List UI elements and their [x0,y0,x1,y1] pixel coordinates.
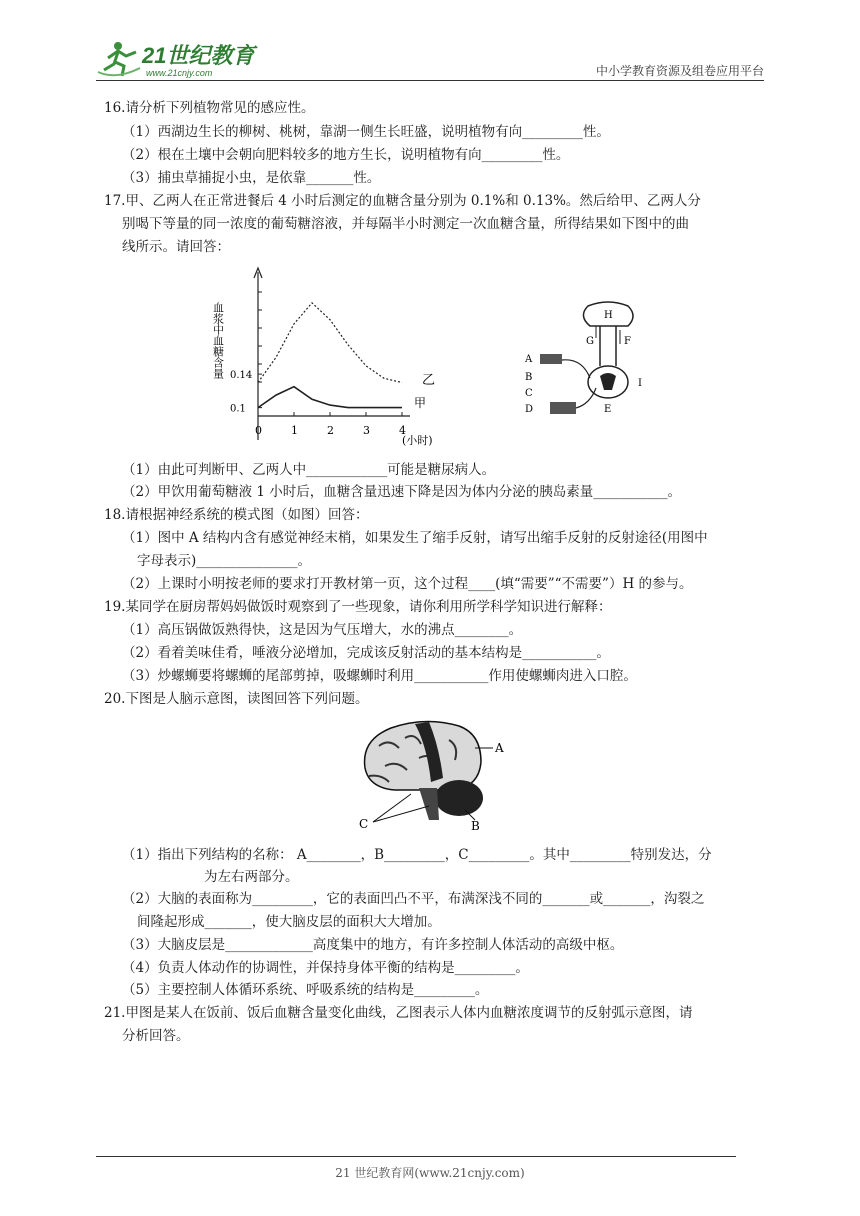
q20-part4: （4）负责人体动作的协调性，并保持身体平衡的结构是_________。 [122,960,529,976]
x-tick-label: 1 [291,424,298,437]
q20-part2b: 间隆起形成_______，使大脑皮层的面积大大增加。 [137,914,441,930]
effector-d [550,402,576,414]
label-e: E [604,404,612,415]
series-line-jia [258,387,402,408]
nerve-system-diagram [520,296,670,424]
q16-part1: （1）西湖边生长的柳树、桃树，靠湖一侧生长旺盛，说明植物有向_________性。 [122,124,610,140]
header-platform-text: 中小学教育资源及组卷应用平台 [595,64,764,78]
q19-part2: （2）看着美味佳肴，唾液分泌增加，完成该反射活动的基本结构是___________。 [122,645,610,661]
series-line-yi [258,303,402,383]
y-tick-label: 0.14 [230,370,253,382]
x-tick-label: 3 [363,424,370,437]
q20-part5: （5）主要控制人体循环系统、呼吸系统的结构是_________。 [122,982,489,998]
label-c: C [525,388,533,399]
q19-part1: （1）高压锅做饭熟得快，这是因为气压增大，水的沸点________。 [122,622,523,638]
series-label-yi: 乙 [422,373,436,388]
q19-stem: 19.某同学在厨房帮妈妈做饭时观察到了一些现象，请你利用所学科学知识进行解释： [104,599,612,615]
q17-line1: 17.甲、乙两人在正常进餐后 4 小时后测定的血糖含量分别为 0.1%和 0.13%。然后给甲、乙两人分 [104,193,701,209]
q16-part2: （2）根在土壤中会朝向肥料较多的地方生长，说明植物有向_________性。 [122,147,570,163]
label-a: A [525,354,533,365]
q18-part1b: 字母表示)_______________。 [137,553,312,569]
q17-part1: （1）由此可判断甲、乙两人中____________可能是糖尿病人。 [122,462,496,478]
y-axis-label [212,302,225,379]
site-logo [96,38,266,80]
q20-stem: 20.下图是人脑示意图，读图回答下列问题。 [104,691,369,707]
q16-stem: 16.请分析下列植物常见的感应性。 [104,100,315,116]
x-axis-label: (小时) [402,434,433,447]
label-g: G [586,336,594,347]
q20-part1b: 为左右两部分。 [204,869,299,885]
svg-text:21世纪教育: 21世纪教育 [142,43,255,68]
runner-icon [98,42,140,76]
label-i: I [638,378,642,389]
q17-line2: 别喝下等量的同一浓度的葡萄糖溶液，并每隔半小时测定一次血糖含量，所得结果如下图中的曲 [122,216,689,232]
q20-part1a: （1）指出下列结构的名称： A________，B_________，C_________。其中_________特别发达，分 [122,847,712,863]
q16-part3: （3）捕虫草捕捉小虫，是依靠_______性。 [122,170,381,186]
svg-text:www.21cnjy.com: www.21cnjy.com [146,68,213,78]
brain-label-c: C [359,817,369,831]
cerebrum-shape [365,721,481,790]
y-axis-label-text: 血浆中血糖含量 [211,302,225,379]
footer-text: 21 世纪教育网(www.21cnjy.com) [335,1166,525,1180]
brain-diagram [355,716,515,834]
q20-part2a: （2）大脑的表面称为_________，它的表面凹凸不平，布满深浅不同的_______或_______，沟裂之 [122,891,705,907]
blood-sugar-chart [210,262,450,452]
x-tick-label: 0 [255,424,262,437]
label-b: B [525,372,533,383]
label-h: H [604,310,613,321]
brainstem-shape [419,788,439,820]
receptor-a [540,354,562,364]
x-tick-label: 2 [327,424,334,437]
brain-label-a: A [495,741,504,755]
x-tick-label: 4 [399,424,406,437]
label-d: D [525,404,534,415]
q21-line2: 分析回答。 [122,1028,190,1044]
cerebellum-shape [435,780,483,816]
q18-stem: 18.请根据神经系统的模式图（如图）回答： [104,507,369,523]
q17-part2: （2）甲饮用葡萄糖液 1 小时后，血糖含量迅速下降是因为体内分泌的胰岛素量___________。 [122,484,682,500]
q18-part2: （2）上课时小明按老师的要求打开教材第一页，这个过程____(填“需要”“不需要”）H 的参与。 [122,576,693,592]
header-divider [96,80,764,81]
q18-part1a: （1）图中 A 结构内含有感觉神经末梢，如果发生了缩手反射，请写出缩手反射的反射途径(用图中 [122,530,708,546]
series-label-jia: 甲 [414,396,427,410]
footer-divider [96,1156,736,1157]
brain-label-b: B [471,819,480,833]
q17-line3: 线所示。请回答： [122,239,230,255]
label-f: F [624,336,631,347]
q19-part3: （3）炒螺蛳要将螺蛳的尾部剪掉，吸螺蛳时利用___________作用使螺蛳肉进入口腔。 [122,668,637,684]
q21-line1: 21.甲图是某人在饭前、饭后血糖含量变化曲线，乙图表示人体内血糖浓度调节的反射弧示意图，请 [104,1005,693,1021]
y-tick-label: 0.1 [230,403,246,415]
q20-part3: （3）大脑皮层是_____________高度集中的地方，有许多控制人体活动的高级中枢。 [122,937,624,953]
